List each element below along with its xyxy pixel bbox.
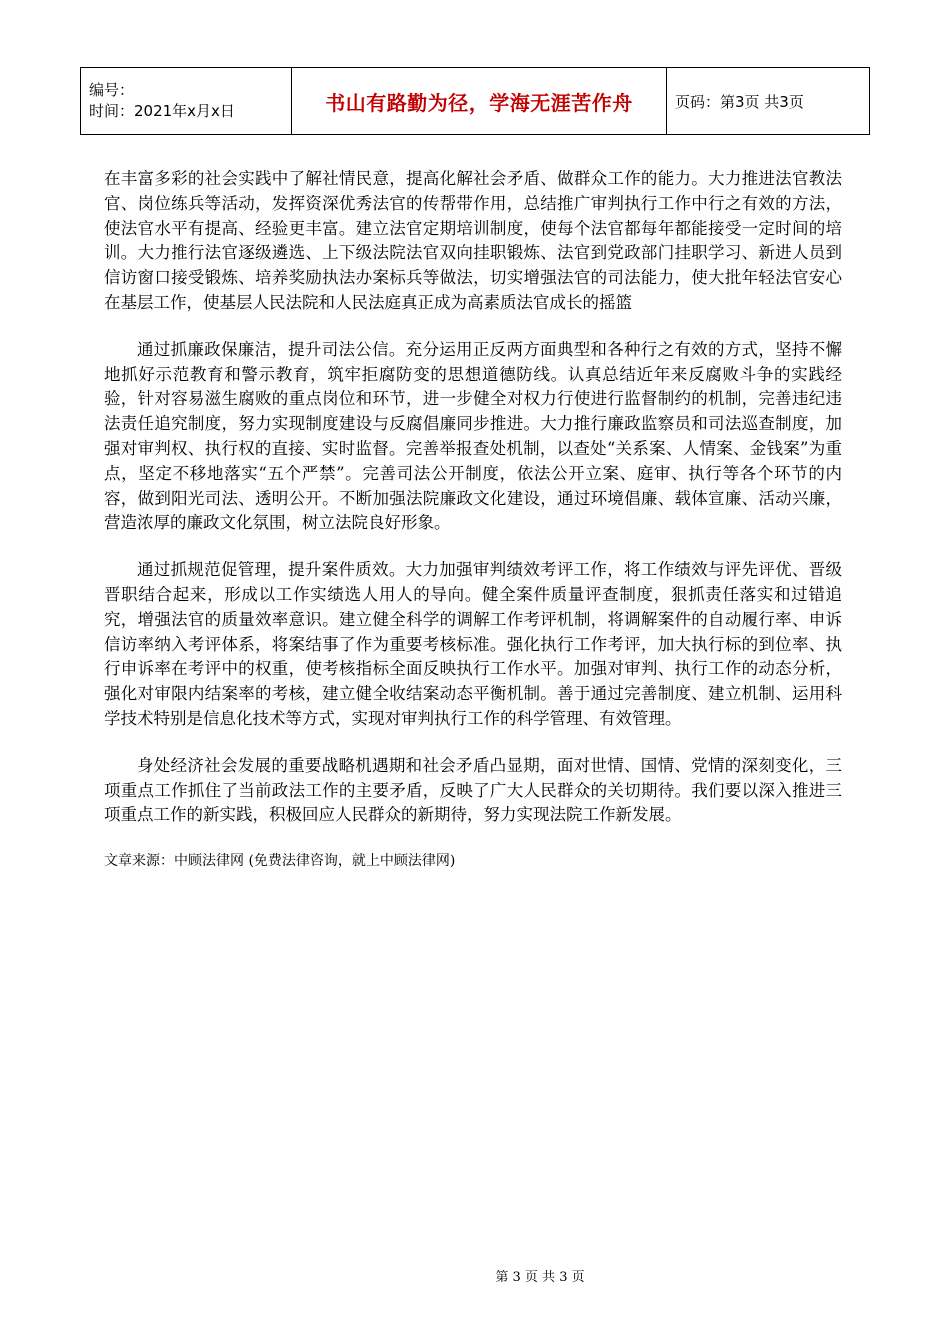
paragraph-2: 通过抓廉政保廉洁，提升司法公信。充分运用正反两方面典型和各种行之有效的方式，坚持不懈地抓好示范教育和警示教育，筑牢拒腐防变的思想道德防线。认真总结近年来反腐败斗争的实践经验，针对容易滋生腐败的重点岗位和环节，进一步健全对权力行使进行监督制约的机制，完善违纪违法责任追究制度，努力实现制度建设与反腐倡廉同步推进。大力推行廉政监察员和司法巡查制度，加强对审判权、执行权的直接、实时监督。完善举报查处机制，以查处“关系案、人情案、金钱案”为重点，坚定不移地落实“五个严禁”。完善司法公开制度，依法公开立案、庭审、执行等各个环节的内容，做到阳光司法、透明公开。不断加强法院廉政文化建设，通过环境倡廉、载体宣廉、活动兴廉，营造浓厚的廉政文化氛围，树立法院良好形象。 — [104, 339, 842, 533]
paragraph-1: 在丰富多彩的社会实践中了解社情民意，提高化解社会矛盾、做群众工作的能力。大力推进法官教法官、岗位练兵等活动，发挥资深优秀法官的传帮带作用，总结推广审判执行工作中行之有效的方法，使法官水平有提高、经验更丰富。建立法官定期培训制度，使每个法官都每年都能接受一定时间的培训。大力推行法官逐级遴选、上下级法院法官双向挂职锻炼、法官到党政部门挂职学习、新进人员到信访窗口接受锻炼、培养奖励执法办案标兵等做法，切实增强法官的司法能力，使大批年轻法官安心在基层工作，使基层人民法院和人民法庭真正成为高素质法官成长的摇篮 — [104, 169, 842, 312]
document-body — [104, 167, 842, 872]
header-motto: 书山有路勤为径，学海无涯苦作舟 — [292, 68, 667, 135]
article-source: 文章来源：中顾法律网 (免费法律咨询，就上中顾法律网) — [104, 853, 456, 870]
paragraph-4: 身处经济社会发展的重要战略机遇期和社会矛盾凸显期，面对世情、国情、党情的深刻变化，三项重点工作抓住了当前政法工作的主要矛盾，反映了广大人民群众的关切期待。我们要以深入推进三项重点工作的新实践，积极回应人民群众的新期待，努力实现法院工作新发展。 — [104, 755, 842, 825]
page-footer: 第 3 页 共 3 页 — [495, 1270, 585, 1285]
document-header — [80, 67, 870, 135]
header-meta-cell — [81, 68, 292, 135]
document-number-label: 编号： — [89, 81, 135, 99]
header-page-number: 页码：第3页 共3页 — [667, 68, 870, 135]
paragraph-3: 通过抓规范促管理，提升案件质效。大力加强审判绩效考评工作，将工作绩效与评先评优、晋级晋职结合起来，形成以工作实绩选人用人的导向。健全案件质量评查制度，狠抓责任落实和过错追究，增强法官的质量效率意识。建立健全科学的调解工作考评机制，将调解案件的自动履行率、申诉信访率纳入考评体系，将案结事了作为重要考核标准。强化执行工作考评，加大执行标的到位率、执行申诉率在考评中的权重，使考核指标全面反映执行工作水平。加强对审判、执行工作的动态分析，强化对审限内结案率的考核，建立健全收结案动态平衡机制。善于通过完善制度、建立机制、运用科学技术特别是信息化技术等方式，实现对审判执行工作的科学管理、有效管理。 — [104, 560, 842, 728]
document-time-label: 时间：2021年x月x日 — [89, 102, 235, 120]
